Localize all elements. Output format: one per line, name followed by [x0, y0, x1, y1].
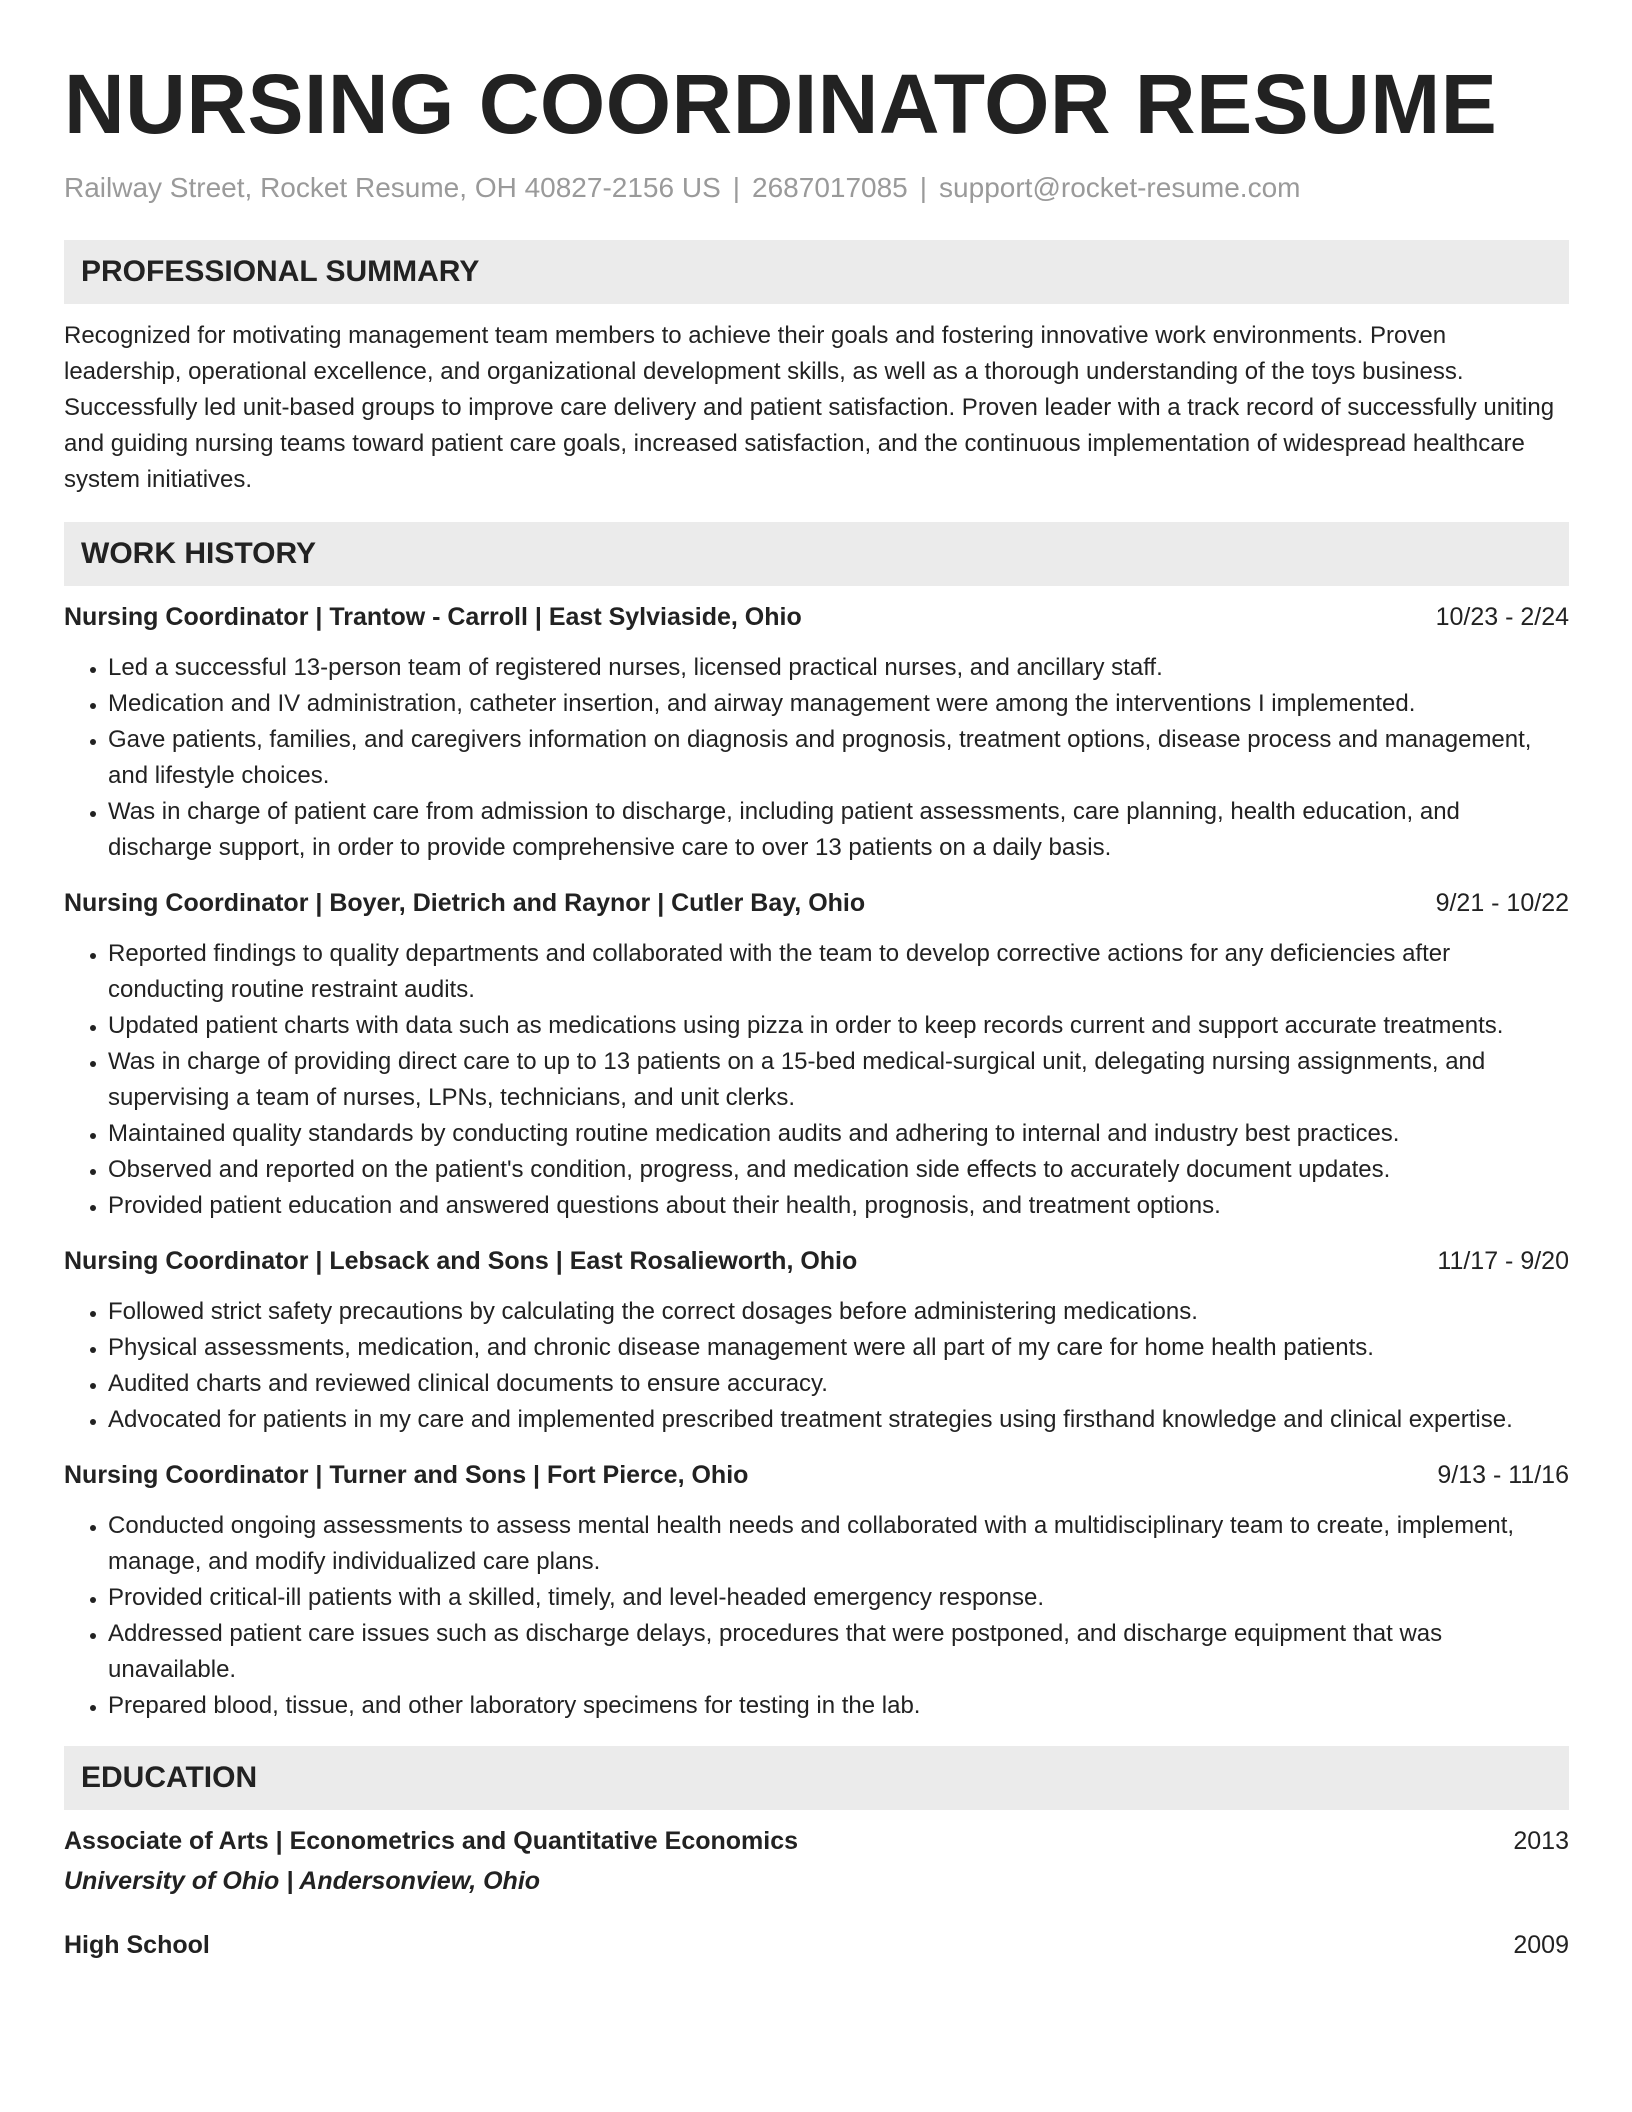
job-bullets: [64, 936, 1569, 1224]
summary-heading: PROFESSIONAL SUMMARY: [64, 240, 1569, 304]
job-header: [64, 600, 1569, 634]
job-title: Nursing Coordinator | Turner and Sons | Fort Pierce, Ohio: [64, 1461, 749, 1489]
degree-title: Associate of Arts | Econometrics and Quantitative Economics: [64, 1827, 799, 1855]
bullet-item: • Prepared blood, tissue, and other laboratory specimens for testing in the lab.: [108, 1688, 1569, 1724]
education-year: 2013: [1513, 1827, 1569, 1855]
separator: |: [919, 172, 928, 203]
job-bullets: [64, 650, 1569, 866]
bullet-item: • Followed strict safety precautions by calculating the correct dosages before administering medications.: [108, 1294, 1569, 1330]
education-header: [64, 1928, 1569, 1962]
job-header: [64, 886, 1569, 920]
bullet-item: • Reported findings to quality departments and collaborated with the team to develop corrective actions for any deficiencies after conducting routine restraint audits.: [108, 936, 1569, 1008]
bullet-item: • Led a successful 13-person team of registered nurses, licensed practical nurses, and ancillary staff.: [108, 650, 1569, 686]
job-header: [64, 1458, 1569, 1492]
phone: 2687017085: [752, 172, 908, 203]
job-bullets: [64, 1508, 1569, 1724]
job-title: Nursing Coordinator | Lebsack and Sons | East Rosalieworth, Ohio: [64, 1247, 858, 1275]
degree-title: High School: [64, 1931, 210, 1959]
summary-text: Recognized for motivating management team members to achieve their goals and fostering innovative work environments. Proven leadership, operational excellence, and organizational development skills, as well as a thorough understanding of the toys business. Successfully led unit-based groups to improve care delivery and patient satisfaction. Proven leader with a track record of successfully uniting and guiding nursing teams toward patient care goals, increased satisfaction, and the continuous implementation of widespread healthcare system initiatives.: [64, 322, 1555, 493]
bullet-item: • Medication and IV administration, catheter insertion, and airway management were among the interventions I implemented.: [108, 686, 1569, 722]
bullet-item: • Audited charts and reviewed clinical documents to ensure accuracy.: [108, 1366, 1569, 1402]
work-history-heading: WORK HISTORY: [64, 522, 1569, 586]
email: support@rocket-resume.com: [939, 172, 1301, 203]
job-title: Nursing Coordinator | Trantow - Carroll | East Sylviaside, Ohio: [64, 603, 802, 631]
bullet-item: • Advocated for patients in my care and implemented prescribed treatment strategies using firsthand knowledge and clinical expertise.: [108, 1402, 1569, 1438]
bullet-item: • Physical assessments, medication, and chronic disease management were all part of my care for home health patients.: [108, 1330, 1569, 1366]
bullet-item: • Provided patient education and answered questions about their health, prognosis, and treatment options.: [108, 1188, 1569, 1224]
resume-title: NURSING COORDINATOR RESUME: [64, 57, 1498, 151]
separator: |: [732, 172, 741, 203]
bullet-item: • Updated patient charts with data such as medications using pizza in order to keep records current and support accurate treatments.: [108, 1008, 1569, 1044]
education-header: [64, 1824, 1569, 1858]
bullet-item: • Addressed patient care issues such as discharge delays, procedures that were postponed, and discharge equipment that was unavailable.: [108, 1616, 1569, 1688]
job-dates: 10/23 - 2/24: [1435, 603, 1569, 631]
education-heading: EDUCATION: [64, 1746, 1569, 1810]
address: Railway Street, Rocket Resume, OH 40827-2156 US: [64, 172, 721, 203]
bullet-item: • Gave patients, families, and caregivers information on diagnosis and prognosis, treatment options, disease process and management, and lifestyle choices.: [108, 722, 1569, 794]
school-name: University of Ohio | Andersonview, Ohio: [64, 1867, 541, 1895]
bullet-item: • Conducted ongoing assessments to assess mental health needs and collaborated with a multidisciplinary team to create, implement, manage, and modify individualized care plans.: [108, 1508, 1569, 1580]
bullet-item: • Observed and reported on the patient's condition, progress, and medication side effects to accurately document updates.: [108, 1152, 1569, 1188]
job-entry: [64, 1244, 1569, 1438]
job-dates: 9/13 - 11/16: [1437, 1461, 1569, 1489]
job-bullets: [64, 1294, 1569, 1438]
job-entry: [64, 600, 1569, 866]
bullet-item: • Was in charge of patient care from admission to discharge, including patient assessments, care planning, health education, and discharge support, in order to provide comprehensive care to over 13 patients on a daily basis.: [108, 794, 1569, 866]
job-header: [64, 1244, 1569, 1278]
education-entry: [64, 1928, 1569, 1962]
job-entry: [64, 1458, 1569, 1724]
bullet-item: • Provided critical-ill patients with a skilled, timely, and level-headed emergency response.: [108, 1580, 1569, 1616]
job-entry: [64, 886, 1569, 1224]
contact-line: [64, 170, 1569, 206]
bullet-item: • Maintained quality standards by conducting routine medication audits and adhering to internal and industry best practices.: [108, 1116, 1569, 1152]
education-year: 2009: [1513, 1931, 1569, 1959]
job-dates: 9/21 - 10/22: [1435, 889, 1569, 917]
bullet-item: • Was in charge of providing direct care to up to 13 patients on a 15-bed medical-surgical unit, delegating nursing assignments, and supervising a team of nurses, LPNs, technicians, and unit clerks.: [108, 1044, 1569, 1116]
job-title: Nursing Coordinator | Boyer, Dietrich and Raynor | Cutler Bay, Ohio: [64, 889, 866, 917]
education-entry: [64, 1824, 1569, 1898]
job-dates: 11/17 - 9/20: [1437, 1247, 1569, 1275]
